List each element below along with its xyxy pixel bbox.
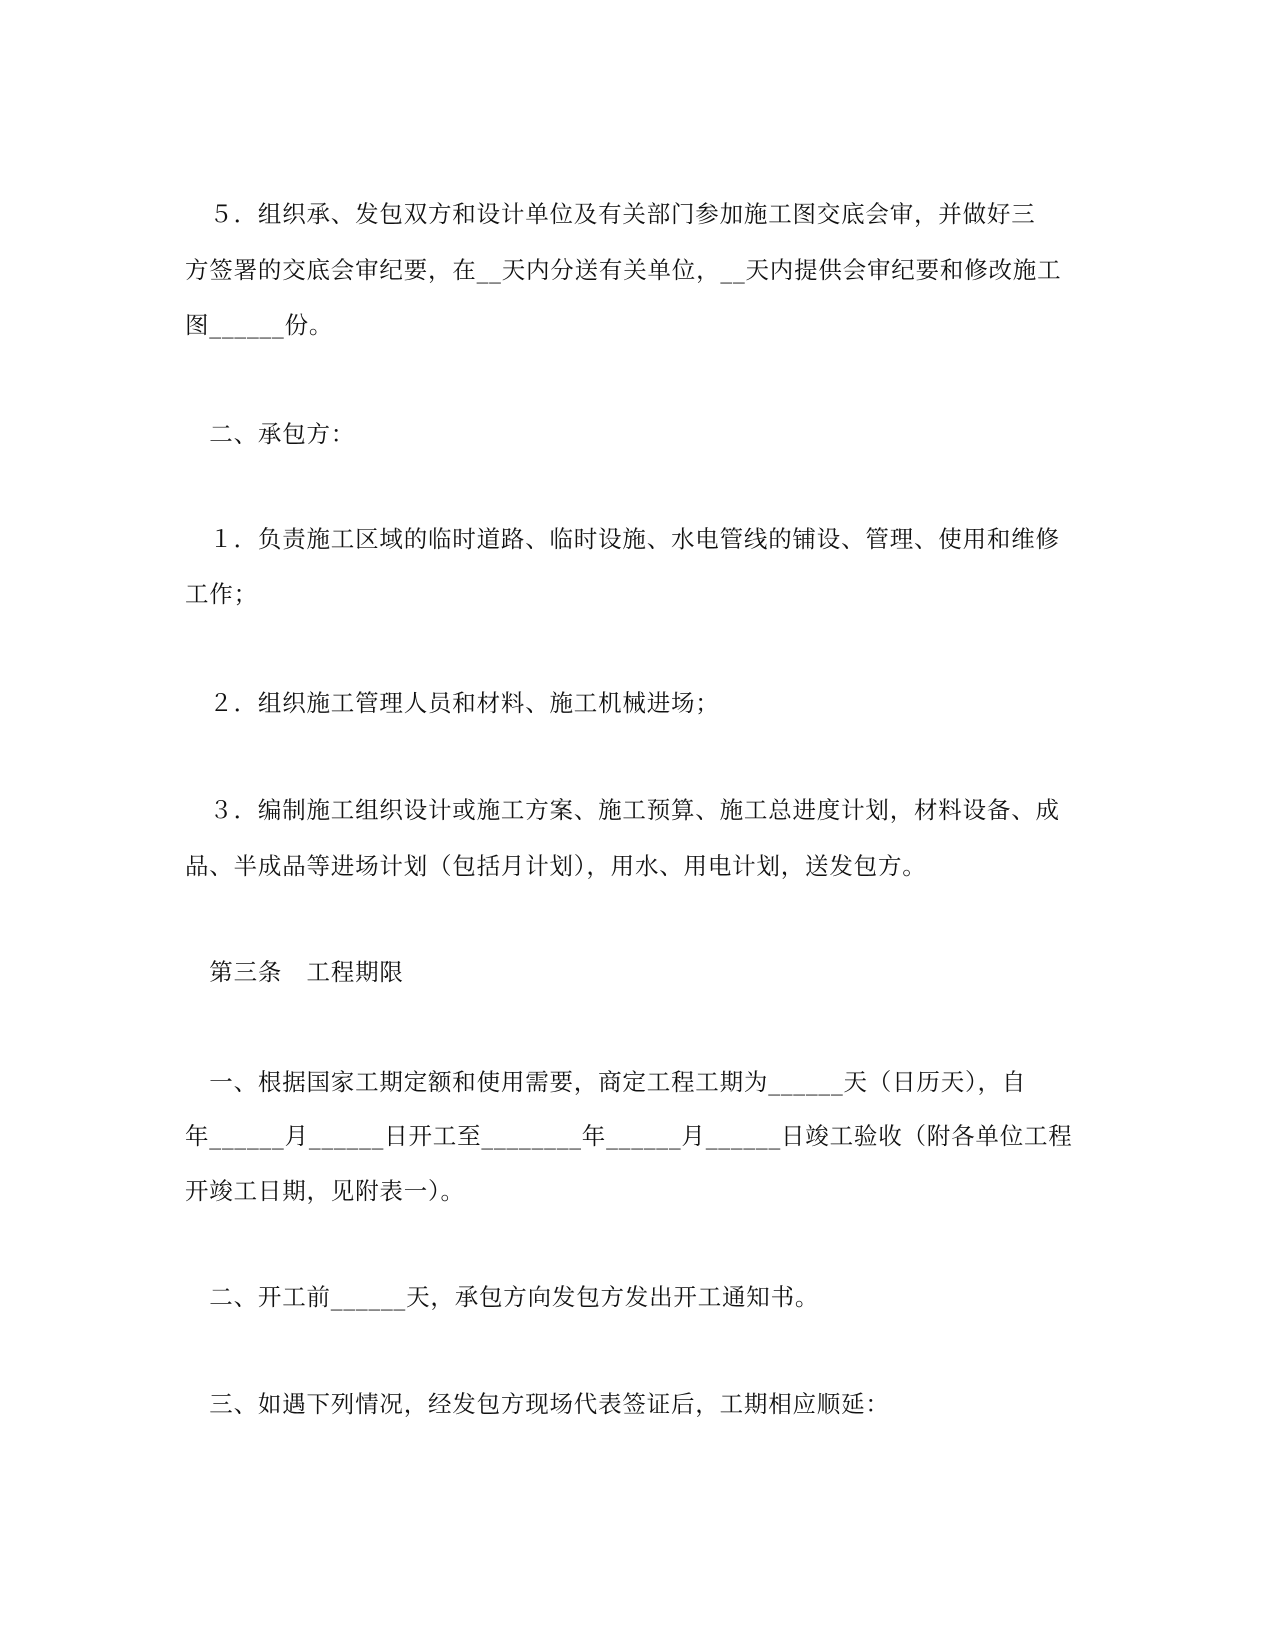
paragraph-line: 方签署的交底会审纪要，在__天内分送有关单位，__天内提供会审纪要和修改施工 [185, 256, 1062, 284]
article-heading: 第三条 工程期限 [185, 958, 404, 986]
paragraph-line: 三、如遇下列情况，经发包方现场代表签证后，工期相应顺延： [185, 1390, 890, 1418]
paragraph-line: 工作； [185, 580, 258, 608]
paragraph-line: 图______份。 [185, 311, 334, 339]
paragraph-line: 开竣工日期，见附表一）。 [185, 1177, 465, 1205]
paragraph-line: 年______月______日开工至________年______月______日竣工验收（附各单位工程 [185, 1122, 1073, 1150]
paragraph-line: ２．组织施工管理人员和材料、施工机械进场； [185, 689, 720, 717]
paragraph-line: 品、半成品等进场计划（包括月计划），用水、用电计划，送发包方。 [185, 852, 927, 880]
section-heading: 二、承包方： [185, 420, 356, 448]
paragraph-line: 二、开工前______天，承包方向发包方发出开工通知书。 [185, 1283, 820, 1311]
paragraph-line: ３．编制施工组织设计或施工方案、施工预算、施工总进度计划，材料设备、成 [185, 796, 1060, 824]
paragraph-line: ５．组织承、发包双方和设计单位及有关部门参加施工图交底会审，并做好三 [185, 200, 1036, 228]
paragraph-line: １．负责施工区域的临时道路、临时设施、水电管线的铺设、管理、使用和维修 [185, 525, 1060, 553]
paragraph-line: 一、根据国家工期定额和使用需要，商定工程工期为______天（日历天），自 [185, 1068, 1027, 1096]
